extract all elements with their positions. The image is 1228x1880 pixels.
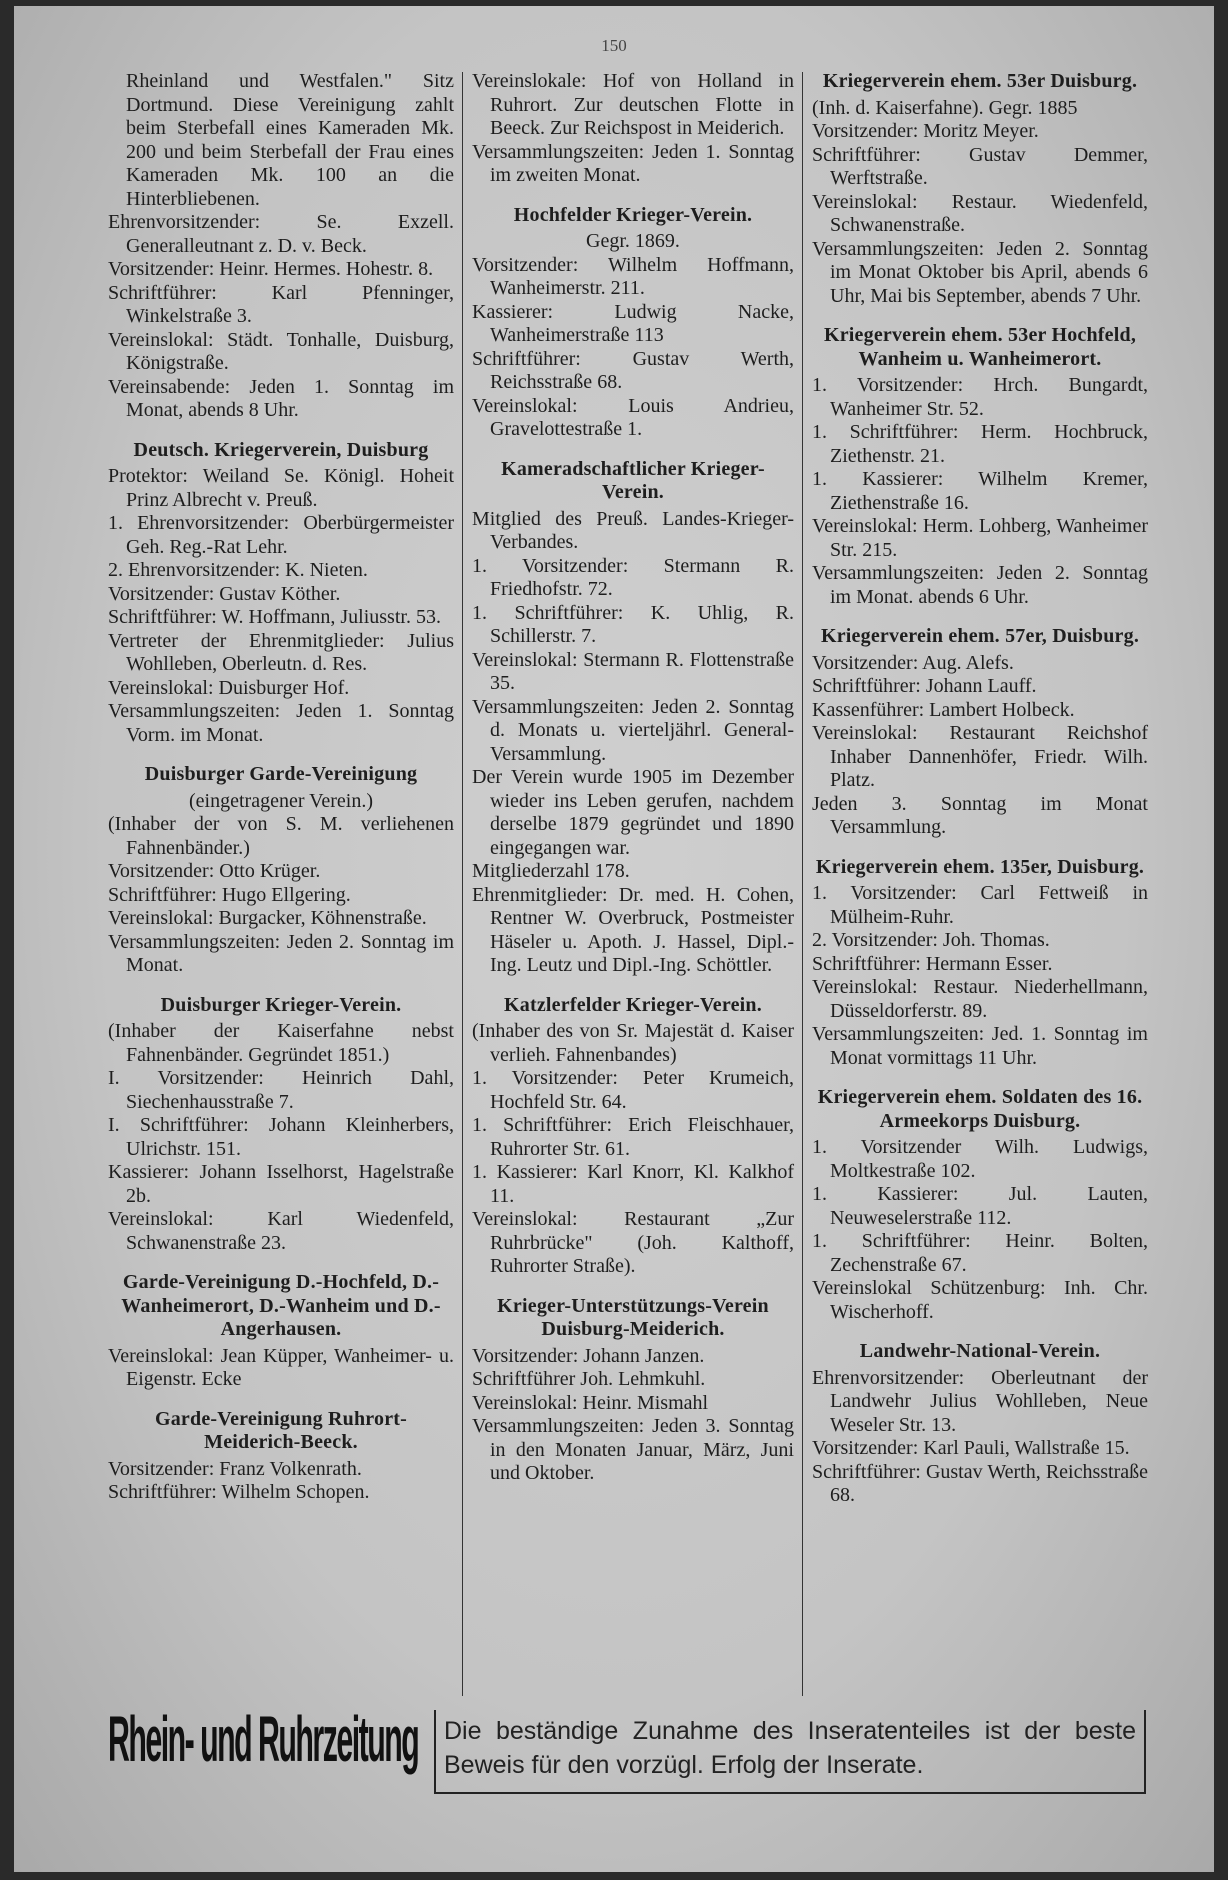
newspaper-logo: Rhein- und Ruhrzeitung [108, 1704, 419, 1776]
entry-text: Vorsitzender: Franz Volkenrath. [108, 1457, 362, 1480]
entry-text: Der Verein wurde 1905 im Dezember wieder ins Leben gerufen, nachdem derselbe 1879 gegründet und 1890 eingegangen war. [472, 766, 794, 859]
entry-text: 1. Schriftführer: Herm. Hochbruck, Ziethenstr. 21. [812, 421, 1148, 467]
entry-text: (Inhaber der Kaiserfahne nebst Fahnenbänder. Gegründet 1851.) [108, 1020, 454, 1066]
entry-text: Vereinslokal: Jean Küpper, Wanheimer- u. Eigenstr. Ecke [108, 1344, 454, 1390]
entry-text: Schriftführer: Hermann Esser. [812, 952, 1053, 975]
entry-text: Vorsitzender: Wilhelm Hoffmann, Wanheimerstr. 211. [472, 253, 794, 299]
entry-text: Vereinsabende: Jeden 1. Sonntag im Monat, abends 8 Uhr. [108, 375, 454, 421]
entry-text: (Inhaber der von S. M. verliehenen Fahnenbänder.) [108, 813, 454, 859]
entry-text: Vorsitzender: Gustav Köther. [108, 582, 341, 605]
entry-text: I. Schriftführer: Johann Kleinherbers, Ulrichstr. 151. [108, 1114, 454, 1160]
entry-text: Schriftführer: W. Hoffmann, Juliusstr. 53. [108, 606, 441, 628]
entry-text: 1. Vorsitzender: Carl Fettweiß in Mülheim-Ruhr. [812, 882, 1148, 928]
entry-text: Versammlungszeiten: Jed. 1. Sonntag im Monat vormittags 11 Uhr. [812, 1023, 1148, 1069]
entry-text: Vereinslokal: Restaurant „Zur Ruhrbrücke" (Joh. Kalthoff, Ruhrorter Straße). [472, 1208, 794, 1277]
advertisement [108, 1702, 1152, 1802]
entry-text: 1. Vorsitzender: Hrch. Bungardt, Wanheimer Str. 52. [812, 374, 1148, 420]
entry-text: Schriftführer: Wilhelm Schopen. [108, 1481, 370, 1503]
entry-text: (Inhaber des von Sr. Majestät d. Kaiser verlieh. Fahnenbandes) [472, 1020, 794, 1066]
entry-text: 2. Vorsitzender: Joh. Thomas. [812, 929, 1050, 951]
entry-text: Ehrenmitglieder: Dr. med. H. Cohen, Rentner W. Overbruck, Postmeister Häseler u. Apoth. J. Hassel, Dipl.-Ing. Leutz und Dipl.-Ing. Schöttler. [472, 883, 794, 976]
entry-text: Jeden 3. Sonntag im Monat Versammlung. [812, 792, 1148, 838]
entry-text: Vereinslokal: Karl Wiedenfeld, Schwanenstraße 23. [108, 1208, 454, 1254]
entry-text: Vereinslokal: Louis Andrieu, Gravelottestraße 1. [472, 394, 794, 440]
column-divider [462, 72, 463, 1696]
entry-text: Versammlungszeiten: Jeden 2. Sonntag im Monat Oktober bis April, abends 6 Uhr, Mai bis September, abends 7 Uhr. [812, 237, 1148, 307]
entry-text: Vorsitzender: Moritz Meyer. [812, 120, 1039, 142]
entry-text: Vereinslokal: Restaur. Niederhellmann, Düsseldorferstr. 89. [812, 976, 1148, 1022]
entry-text: Vorsitzender: Karl Pauli, Wallstraße 15. [812, 1437, 1130, 1459]
association-heading: Duisburger Krieger-Verein. [160, 993, 402, 1016]
entry-text: Vereinslokal Schützenburg: Inh. Chr. Wischerhoff. [812, 1277, 1148, 1323]
entry-text: Vertreter der Ehrenmitglieder: Julius Wohlleben, Oberleutn. d. Res. [108, 629, 454, 675]
entry-text: Vorsitzender: Aug. Alefs. [812, 651, 1014, 674]
column-1 [108, 70, 454, 1505]
entry-text: Vereinslokale: Hof von Holland in Ruhrort. Zur deutschen Flotte in Beeck. Zur Reichspost in Meiderich. [472, 70, 794, 139]
entry-text: Schriftführer: Johann Lauff. [812, 675, 1037, 697]
entry-text: Schriftführer: Gustav Werth, Reichsstraße 68. [812, 1460, 1148, 1506]
entry-text: Kassierer: Johann Isselhorst, Hagelstraße 2b. [108, 1161, 454, 1207]
entry-text: Ehrenvorsitzender: Oberleutnant der Landwehr Julius Wohlleben, Neue Weseler Str. 13. [812, 1366, 1148, 1436]
column-divider [802, 72, 803, 1696]
entry-text: Vereinslokal: Restaurant Reichshof Inhaber Dannenhöfer, Friedr. Wilh. Platz. [812, 722, 1148, 791]
entry-text: Schriftführer: Gustav Werth, Reichsstraße 68. [472, 347, 794, 393]
page-number: 150 [601, 36, 627, 55]
entry-text: Versammlungszeiten: Jeden 2. Sonntag d. Monats u. vierteljährl. General-Versammlung. [472, 695, 794, 765]
entry-text: Vereinslokal: Heinr. Mismahl [472, 1391, 709, 1414]
entry-text: 2. Ehrenvorsitzender: K. Nieten. [108, 559, 368, 581]
entry-text: Schriftführer: Karl Pfenninger, Winkelstraße 3. [108, 281, 454, 327]
entry-text: Versammlungszeiten: Jeden 1. Sonntag im zweiten Monat. [472, 140, 794, 186]
entry-text: Vereinslokal: Herm. Lohberg, Wanheimer Str. 215. [812, 515, 1148, 561]
entry-text: Kassenführer: Lambert Holbeck. [812, 698, 1075, 721]
entry-text: I. Vorsitzender: Heinrich Dahl, Siechenhausstraße 7. [108, 1067, 454, 1113]
subheading: (eingetragener Verein.) [189, 789, 373, 812]
association-heading: Deutsch. Kriegerverein, Duisburg [133, 438, 429, 461]
entry-text: Ehrenvorsitzender: Se. Exzell. Generalleutnant z. D. v. Beck. [108, 211, 454, 257]
association-heading: Duisburger Garde-Vereinigung [144, 763, 418, 785]
entry-text: Vereinslokal: Burgacker, Köhnenstraße. [108, 907, 427, 929]
entry-text: Vereinslokal: Städt. Tonhalle, Duisburg, Königstraße. [108, 328, 454, 374]
association-heading: Kriegerverein ehem. 53er Duisburg. [822, 70, 1138, 92]
entry-text: 1. Schriftführer: Heinr. Bolten, Zechenstraße 67. [812, 1230, 1148, 1276]
entry-text: 1. Schriftführer: K. Uhlig, R. Schillerstr. 7. [472, 601, 794, 647]
association-heading: Hochfelder Krieger-Verein. [513, 203, 753, 226]
entry-text: 1. Ehrenvorsitzender: Oberbürgermeister Geh. Reg.-Rat Lehr. [108, 512, 454, 558]
subheading: Gegr. 1869. [586, 230, 680, 252]
association-heading: Kriegerverein ehem. Soldaten des 16. Armeekorps Duisburg. [817, 1086, 1143, 1132]
entry-text: Kassierer: Ludwig Nacke, Wanheimerstraße 113 [472, 300, 794, 346]
entry-text: Vereinslokal: Restaur. Wiedenfeld, Schwanenstraße. [812, 190, 1148, 236]
entry-text: Versammlungszeiten: Jeden 2. Sonntag im Monat. abends 6 Uhr. [812, 562, 1148, 608]
association-heading: Garde-Vereinigung Ruhrort-Meiderich-Beeck. [154, 1407, 408, 1453]
entry-text: 1. Kassierer: Jul. Lauten, Neuweselerstraße 112. [812, 1183, 1148, 1229]
entry-text: Schriftführer Joh. Lehmkuhl. [472, 1368, 706, 1390]
association-heading: Kriegerverein ehem. 57er, Duisburg. [820, 625, 1140, 647]
entry-text: Schriftführer: Hugo Ellgering. [108, 883, 351, 906]
entry-text: 1. Schriftführer: Erich Fleischhauer, Ruhrorter Str. 61. [472, 1114, 794, 1160]
entry-text: 1. Vorsitzender: Stermann R. Friedhofstr. 72. [472, 554, 794, 600]
entry-text: Vorsitzender: Heinr. Hermes. Hohestr. 8. [108, 258, 434, 280]
entry-text: Versammlungszeiten: Jeden 2. Sonntag im Monat. [108, 930, 454, 976]
entry-text: 1. Kassierer: Wilhelm Kremer, Ziethenstraße 16. [812, 468, 1148, 514]
entry-text: 1. Kassierer: Karl Knorr, Kl. Kalkhof 11. [472, 1161, 794, 1207]
entry-text: Vereinslokal: Stermann R. Flottenstraße 35. [472, 648, 794, 694]
column-2 [472, 70, 794, 1486]
entry-text: Vereinslokal: Duisburger Hof. [108, 676, 350, 699]
association-heading: Kameradschaftlicher Krieger-Verein. [501, 457, 765, 503]
association-heading: Krieger-Unterstützungs-Verein Duisburg-Meiderich. [497, 1294, 769, 1340]
association-heading: Landwehr-National-Verein. [859, 1340, 1101, 1362]
entry-text: Mitglied des Preuß. Landes-Krieger-Verbandes. [472, 507, 794, 553]
advert-slogan: Die beständige Zunahme des Inseratenteiles ist der beste Beweis für den vorzügl. Erfolg der Inserate. [434, 1710, 1146, 1794]
column-3 [812, 70, 1148, 1508]
association-heading: Kriegerverein ehem. 135er, Duisburg. [815, 855, 1145, 878]
entry-text: Schriftführer: Gustav Demmer, Werftstraße. [812, 143, 1148, 189]
entry-text: Vorsitzender: Otto Krüger. [108, 860, 321, 882]
association-heading: Kriegerverein ehem. 53er Hochfeld, Wanheim u. Wanheimerort. [823, 324, 1137, 370]
entry-text: Rheinland und Westfalen." Sitz Dortmund. Diese Vereinigung zahlt beim Sterbefall eines Kameraden Mk. 200 und beim Sterbefall der Frau eines Kameraden Mk. 100 an die Hinterbliebenen. [126, 70, 454, 210]
entry-text: Vorsitzender: Johann Janzen. [472, 1344, 705, 1367]
association-heading: Garde-Vereinigung D.-Hochfeld, D.-Wanheimerort, D.-Wanheim und D.-Angerhausen. [121, 1271, 441, 1340]
association-heading: Katzlerfelder Krieger-Verein. [504, 993, 762, 1016]
entry-text: Protektor: Weiland Se. Königl. Hoheit Prinz Albrecht v. Preuß. [108, 465, 454, 511]
entry-text: Versammlungszeiten: Jeden 3. Sonntag in den Monaten Januar, März, Juni und Oktober. [472, 1415, 794, 1484]
entry-text: Versammlungszeiten: Jeden 1. Sonntag Vorm. im Monat. [108, 700, 454, 746]
entry-text: 1. Vorsitzender Wilh. Ludwigs, Moltkestraße 102. [812, 1136, 1148, 1182]
entry-text: (Inh. d. Kaiserfahne). Gegr. 1885 [812, 96, 1078, 119]
entry-text: 1. Vorsitzender: Peter Krumeich, Hochfeld Str. 64. [472, 1067, 794, 1113]
entry-text: Mitgliederzahl 178. [472, 860, 630, 882]
